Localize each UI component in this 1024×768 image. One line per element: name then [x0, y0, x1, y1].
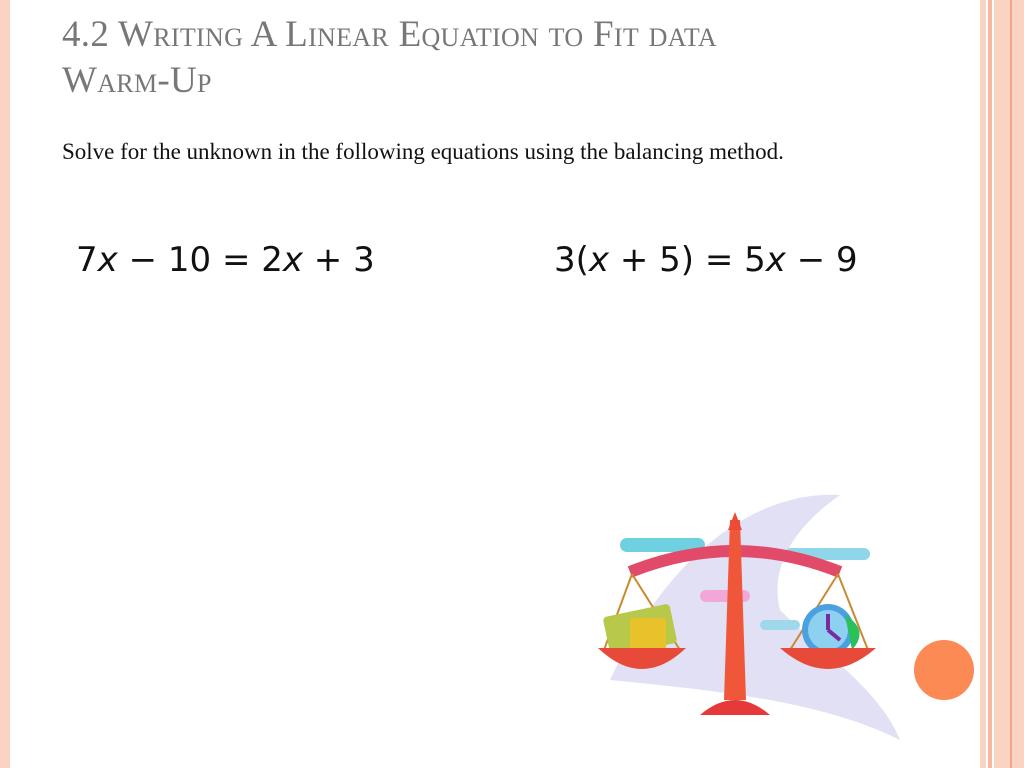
instructions-text: Solve for the unknown in the following equations using the balancing method.	[62, 139, 784, 164]
slide-border-right	[980, 0, 986, 768]
slide-border-right-stripe	[988, 0, 992, 768]
equation-1-lhs-rest: − 10 = 2	[117, 240, 283, 280]
equation-2-tail: − 9	[785, 240, 858, 280]
equation-1-rhs-var: x	[282, 240, 303, 280]
slide-title-line-1: 4.2 Writing A Linear Equation to Fit data	[62, 14, 718, 55]
accent-circle	[914, 640, 974, 700]
equation-2-mid: + 5) = 5	[609, 240, 766, 280]
equation-1-lhs-var: x	[97, 240, 118, 280]
slide-border-right-line	[1010, 0, 1012, 768]
slide-border-left	[0, 0, 10, 768]
equation-1-rhs-rest: + 3	[303, 240, 375, 280]
equation-2-var-2: x	[765, 240, 786, 280]
equation-2	[554, 240, 858, 280]
equation-2-var-1: x	[588, 240, 610, 280]
equation-1	[76, 240, 375, 280]
slide-border-right-band	[994, 0, 1024, 768]
equation-2-lead: 3(	[554, 240, 589, 280]
balance-scale-icon	[590, 490, 910, 750]
slide-title	[62, 12, 962, 104]
slide-title-line-2: Warm-Up	[62, 60, 212, 101]
equation-1-lhs-coef: 7	[76, 240, 98, 280]
